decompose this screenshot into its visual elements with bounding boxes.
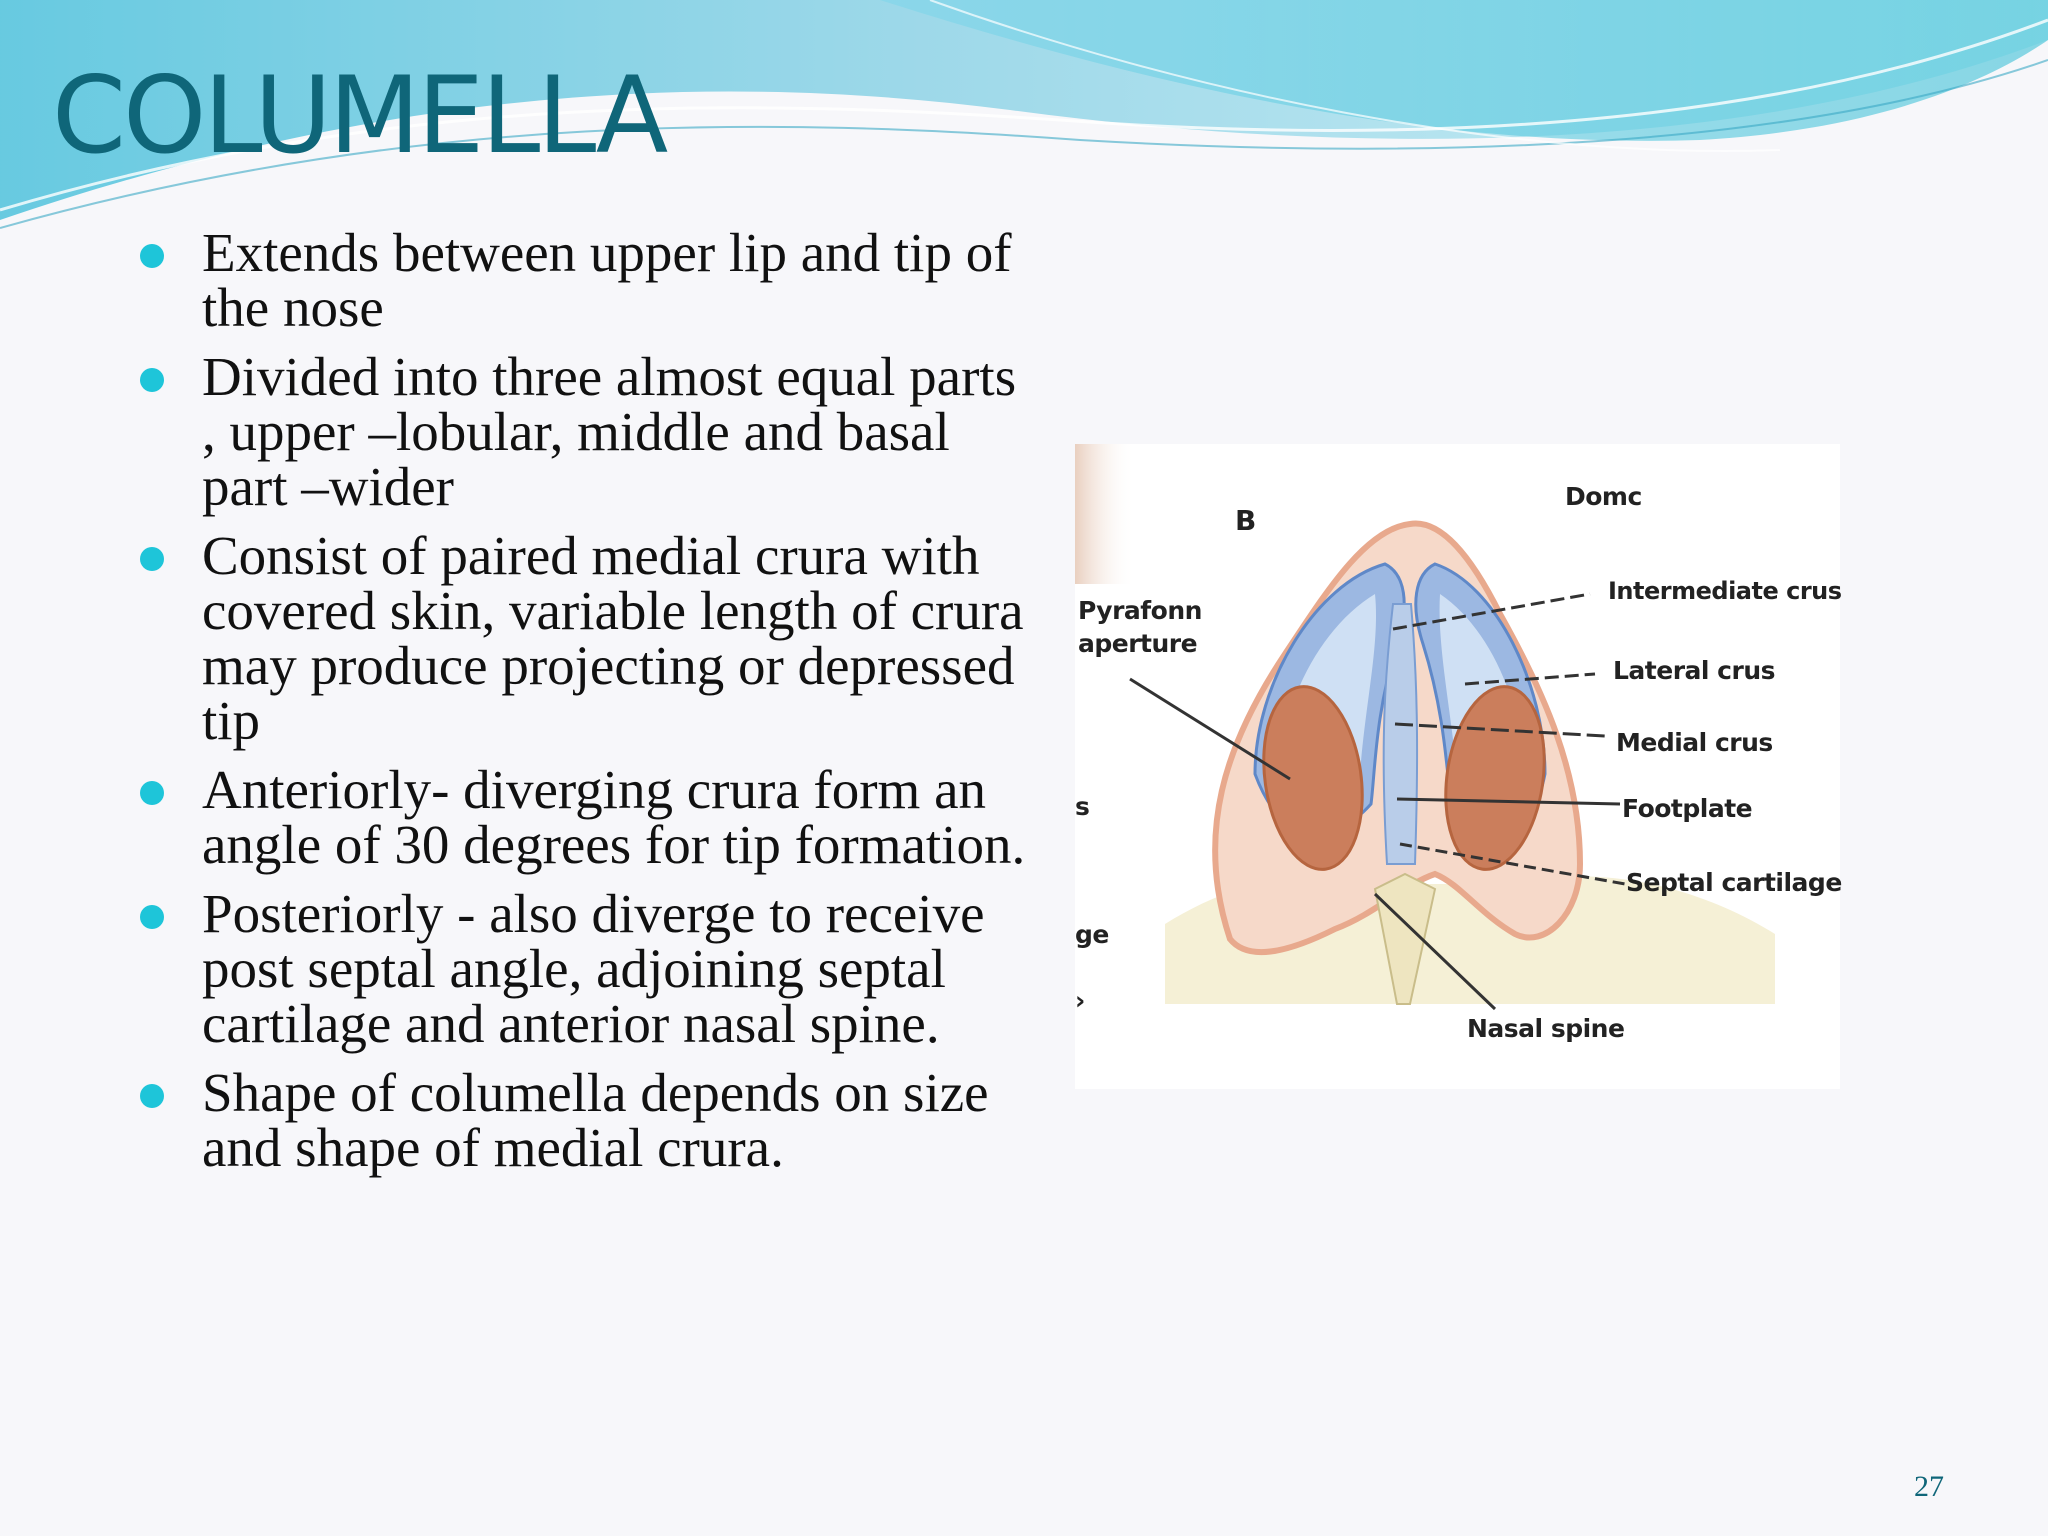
bullet-item (140, 883, 1040, 1054)
bullet-text: Posteriorly - also diverge to receive post septal angle, adjoining septal cartilage and anterior nasal spine. (202, 883, 985, 1054)
bullet-dot-icon (140, 547, 164, 571)
bullet-dot-icon (140, 905, 164, 929)
cropped-label-fragment: ge (1075, 920, 1109, 949)
pyriform-aperture-label: Pyrafonn aperture (1078, 596, 1202, 658)
medial-crus-label: Medial crus (1616, 728, 1773, 757)
bullet-item (140, 759, 1040, 875)
bullet-list (140, 222, 1040, 1189)
bullet-text: Divided into three almost equal parts , upper –lobular, middle and basal part –wider (202, 346, 1017, 517)
cropped-label-fragment: s (1075, 792, 1090, 821)
bullet-text: Extends between upper lip and tip of the nose (202, 222, 1012, 338)
bullet-item (140, 1062, 1040, 1178)
slide-title: COLUMELLA (52, 54, 666, 177)
intermediate-crus-label: Intermediate crus (1608, 577, 1842, 605)
bullet-item (140, 222, 1040, 338)
bullet-dot-icon (140, 1084, 164, 1108)
bullet-text: Anteriorly- diverging crura form an angle of 30 degrees for tip formation. (202, 759, 1026, 875)
septal-cartilage-label: Septal cartilage (1626, 868, 1842, 897)
dome-label: Domc (1565, 482, 1642, 511)
nasal-cartilage-diagram (1075, 444, 1840, 1089)
panel-letter-label: B (1235, 504, 1256, 537)
bullet-text: Consist of paired medial crura with covered skin, variable length of crura may produce projecting or depressed tip (202, 525, 1024, 751)
page-number: 27 (1914, 1470, 1944, 1503)
lateral-crus-label: Lateral crus (1613, 656, 1776, 685)
bullet-dot-icon (140, 368, 164, 392)
nose-illustration (1075, 444, 1840, 1089)
nasal-spine-label: Nasal spine (1467, 1014, 1625, 1043)
bullet-text: Shape of columella depends on size and shape of medial crura. (202, 1062, 989, 1178)
cropped-label-fragment: › (1075, 986, 1085, 1015)
bullet-dot-icon (140, 781, 164, 805)
footplate-label: Footplate (1622, 794, 1753, 823)
bullet-item (140, 346, 1040, 517)
bullet-item (140, 525, 1040, 751)
bullet-dot-icon (140, 244, 164, 268)
